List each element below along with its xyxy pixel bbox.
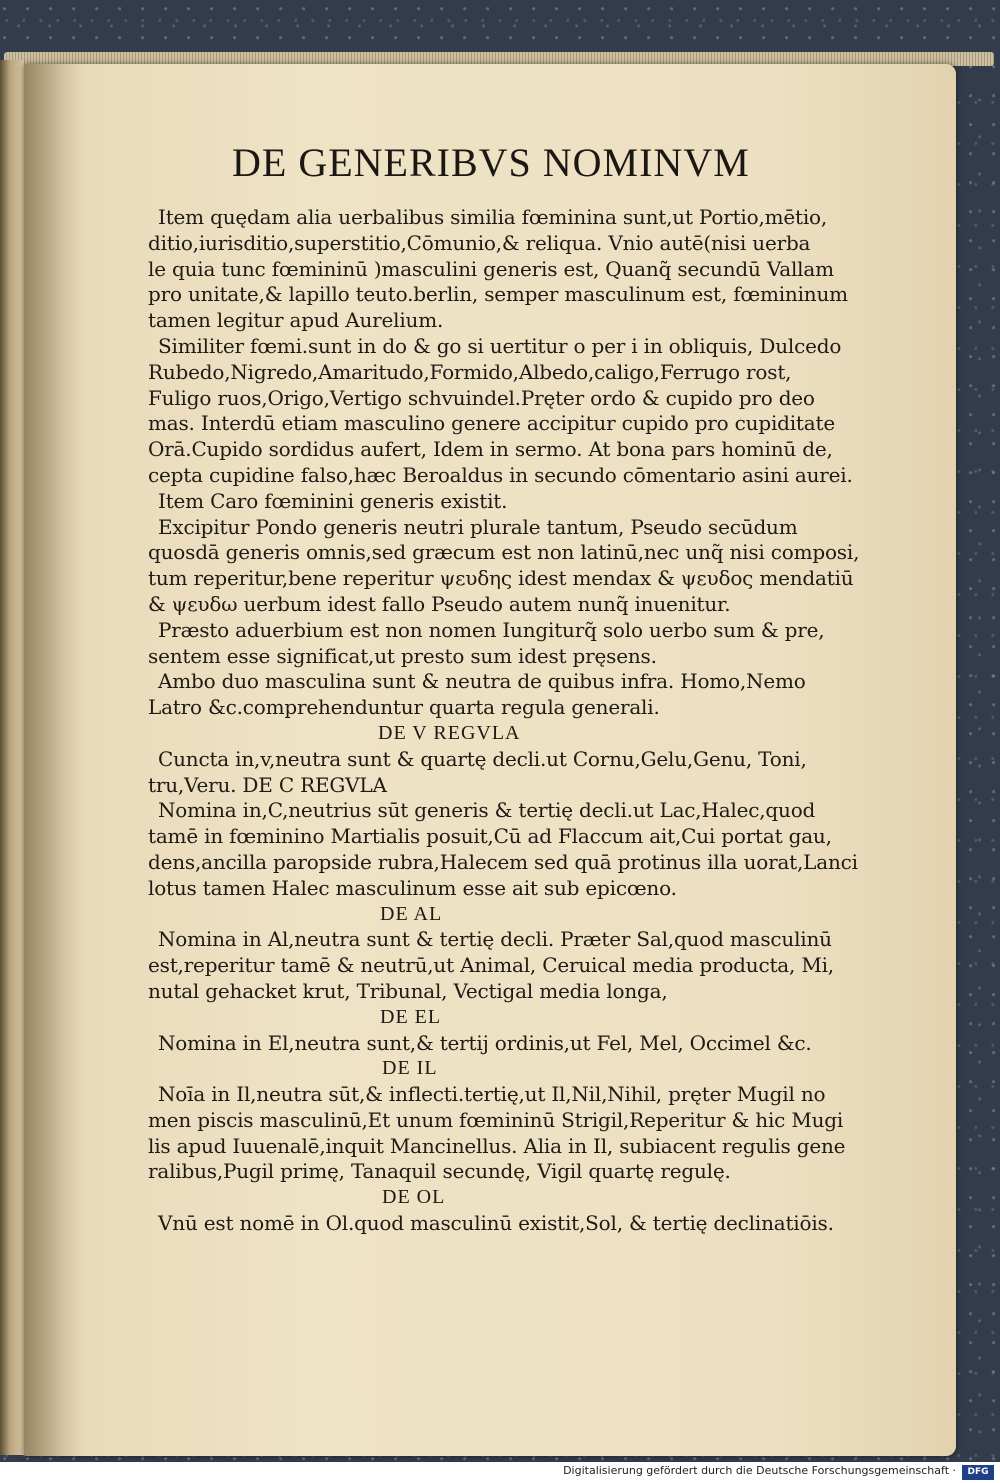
text-line: Excipitur Pondo generis neutri plurale tantum, Pseudo secūdum	[158, 514, 798, 539]
text-line: Item quędam alia uerbalibus similia fœminina sunt,ut Portio,mētio,	[158, 205, 828, 229]
footer-bar	[0, 1462, 1000, 1483]
text-line: pro unitate,& lapillo teuto.berlin, semper masculinum est, fœmininum	[148, 282, 848, 307]
text-line: tamen legitur apud Aurelium.	[148, 308, 444, 333]
text-line: tru,Veru. DE C REGVLA	[148, 772, 387, 797]
text-line: & ψευδω uerbum idest fallo Pseudo autem nunq̃ inuenitur.	[148, 591, 731, 616]
text-line: Nomina in,C,neutrius sūt generis & tertię decli.ut Lac,Halec,quod	[158, 798, 816, 823]
section-heading: DE AL	[380, 902, 443, 925]
text-line: Orā.Cupido sordidus aufert, Idem in sermo. At bona pars hominū de,	[148, 437, 833, 462]
section-heading: DE V REGVLA	[378, 721, 521, 744]
section-heading: DE OL	[382, 1186, 446, 1209]
text-line: est,reperitur tamē & neutrū,ut Animal, Ceruical media producta, Mi,	[148, 953, 834, 978]
text-line: le quia tunc fœmininū )masculini generis est, Quanq̃ secundū Vallam	[148, 256, 834, 281]
text-line: Nomina in Al,neutra sunt & tertię decli. Præter Sal,quod masculinū	[158, 927, 832, 952]
text-line: sentem esse significat,ut presto sum idest pręsens.	[148, 643, 657, 668]
text-line: tamē in fœminino Martialis posuit,Cū ad Flaccum ait,Cui portat gau,	[148, 824, 832, 849]
dfg-logo-icon: DFG	[962, 1465, 994, 1480]
footer-credit: Digitalisierung gefördert durch die Deutsche Forschungsgemeinschaft ·	[563, 1464, 956, 1477]
section-heading: DE EL	[380, 1005, 442, 1028]
text-body	[148, 205, 860, 1237]
text-line: dens,ancilla paropside rubra,Halecem sed quā protinus illa uorat,Lanci	[148, 849, 858, 874]
text-line: quosdā generis omnis,sed græcum est non latinū,nec unq̃ nisi composi,	[148, 540, 860, 565]
text-line: tum reperitur,bene reperitur ψευδης idest mendax & ψευδος mendatiū	[148, 566, 854, 591]
text-line: nutal gehacket krut, Tribunal, Vectigal media longa,	[148, 978, 668, 1003]
text-line: Noīa in Il,neutra sūt,& inflecti.tertię,ut Il,Nil,Nihil, pręter Mugil no	[158, 1082, 826, 1107]
text-line: ditio,iurisditio,superstitio,Cōmunio,& reliqua. Vnio autē(nisi uerba	[148, 230, 811, 255]
text-line: ralibus,Pugil primę, Tanaquil secundę, Vigil quartę regulę.	[148, 1159, 731, 1184]
text-line: Fuligo ruos,Origo,Vertigo schvuindel.Pręter ordo & cupido pro deo	[148, 385, 815, 410]
text-line: Similiter fœmi.sunt in do & go si uertitur o per i in obliquis, Dulcedo	[158, 333, 842, 358]
text-line: Rubedo,Nigredo,Amaritudo,Formido,Albedo,caligo,Ferrugo rost,	[148, 359, 792, 384]
text-line: Item Caro fœminini generis existit.	[158, 488, 508, 513]
page-title: DE GENERIBVS NOMINVM	[232, 140, 750, 185]
page-gutter-shadow	[24, 64, 84, 1456]
text-line: lis apud Iuuenalē,inquit Mancinellus. Alia in Il, subiacent regulis gene	[148, 1133, 846, 1158]
text-line: Vnū est nomē in Ol.quod masculinū existit,Sol, & tertię declinatiōis.	[158, 1211, 834, 1236]
text-line: Ambo duo masculina sunt & neutra de quibus infra. Homo,Nemo	[158, 669, 806, 694]
text-line: mas. Interdū etiam masculino genere accipitur cupido pro cupiditate	[148, 411, 835, 436]
text-line: Cuncta in,v,neutra sunt & quartę decli.ut Cornu,Gelu,Genu, Toni,	[158, 746, 807, 771]
section-heading: DE IL	[382, 1057, 438, 1080]
text-line: Nomina in El,neutra sunt,& tertij ordinis,ut Fel, Mel, Occimel &c.	[158, 1030, 812, 1055]
left-page-edge	[0, 60, 24, 1455]
text-line: lotus tamen Halec masculinum esse ait sub epicœno.	[148, 875, 677, 900]
text-line: Latro &c.comprehenduntur quarta regula generali.	[148, 695, 660, 720]
text-line: Præsto aduerbium est non nomen Iungiturq̃ solo uerbo sum & pre,	[158, 617, 825, 642]
text-line: men piscis masculinū,Et unum fœmininū Strigil,Reperitur & hic Mugi	[148, 1107, 844, 1132]
text-line: cepta cupidine falso,hæc Beroaldus in secundo cōmentario asini aurei.	[148, 462, 853, 487]
